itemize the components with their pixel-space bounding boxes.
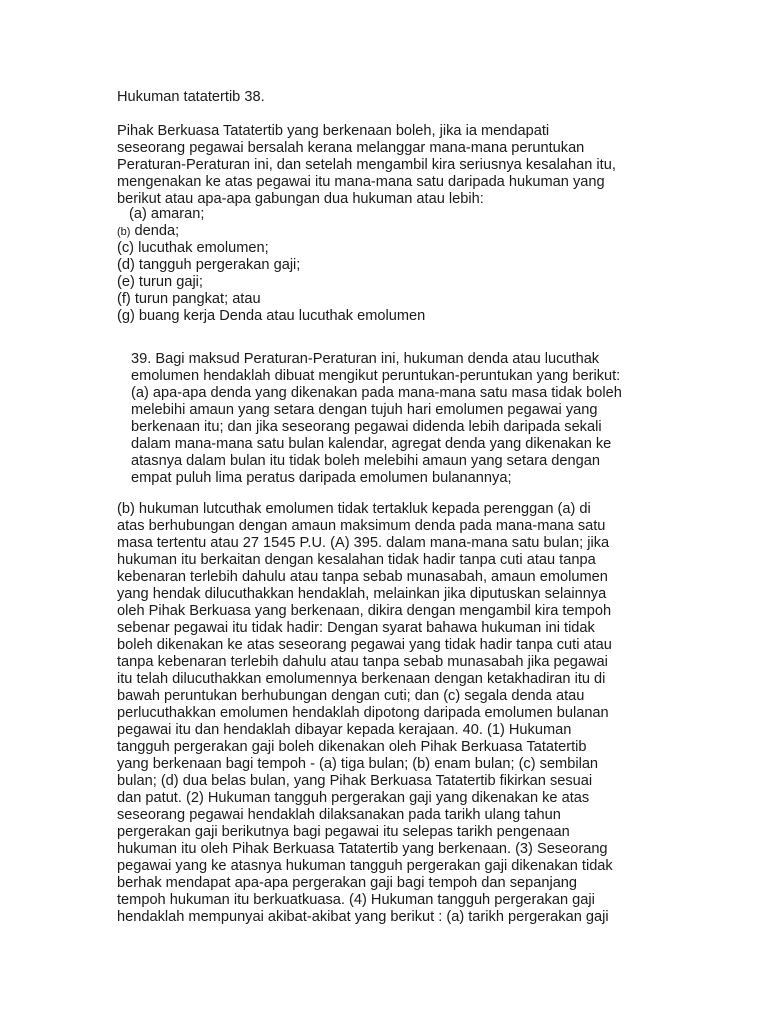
para3-line: masa tertentu atau 27 1545 P.U. (A) 395. dalam mana-mana satu bulan; jika — [117, 535, 610, 551]
para1-line: mengenakan ke atas pegawai itu mana-mana satu daripada hukuman yang — [117, 174, 605, 190]
para2-line: berkenaan itu; dan jika seseorang pegawai didenda lebih daripada sekali — [131, 419, 602, 435]
list-item: (a) amaran; — [129, 206, 205, 222]
para3-line: (b) hukuman lutcuthak emolumen tidak tertakluk kepada perenggan (a) di — [117, 501, 591, 517]
para2-line: emolumen hendaklah dibuat mengikut peruntukan-peruntukan yang berikut: — [131, 368, 621, 384]
para3-line: bulan; (d) dua belas bulan, yang Pihak Berkuasa Tatatertib fikirkan sesuai — [117, 773, 593, 789]
para3-line: yang berkenaan bagi tempoh - (a) tiga bulan; (b) enam bulan; (c) sembilan — [117, 756, 599, 772]
para1-line: Pihak Berkuasa Tatatertib yang berkenaan boleh, jika ia mendapati — [117, 123, 550, 139]
list-marker: (b) — [117, 226, 131, 238]
para3-line: pegawai yang ke atasnya hukuman tangguh pergerakan gaji dikenakan tidak — [117, 858, 613, 874]
para3-line: berhak mendapat apa-apa pergerakan gaji bagi tempoh dan sepanjang — [117, 875, 578, 891]
para2-line: atasnya dalam bulan itu tidak boleh melebihi amaun yang setara dengan — [131, 453, 600, 469]
para3-line: oleh Pihak Berkuasa yang berkenaan, dikira dengan mengambil kira tempoh — [117, 603, 612, 619]
document-title: Hukuman tatatertib 38. — [117, 89, 265, 105]
para3-line: hukuman itu berkaitan dengan kesalahan tidak hadir tanpa cuti atau tanpa — [117, 552, 596, 568]
para1-line: seseorang pegawai bersalah kerana melanggar mana-mana peruntukan — [117, 140, 585, 156]
list-item: (g) buang kerja Denda atau lucuthak emolumen — [117, 308, 426, 324]
para3-line: dan patut. (2) Hukuman tangguh pergerakan gaji yang dikenakan ke atas — [117, 790, 590, 806]
para3-line: seseorang pegawai hendaklah dilaksanakan pada tarikh ulang tahun — [117, 807, 561, 823]
para2-line: (a) apa-apa denda yang dikenakan pada mana-mana satu masa tidak boleh — [131, 385, 622, 401]
para3-line: hendaklah mempunyai akibat-akibat yang berikut : (a) tarikh pergerakan gaji — [117, 909, 609, 925]
para1-line: berikut atau apa-apa gabungan dua hukuman atau lebih: — [117, 191, 484, 207]
list-item: (e) turun gaji; — [117, 274, 203, 290]
para3-line: pegawai itu dan hendaklah dibayar kepada kerajaan. 40. (1) Hukuman — [117, 722, 572, 738]
para2-line: dalam mana-mana satu bulan kalendar, agregat denda yang dikenakan ke — [131, 436, 612, 452]
list-item-text: denda; — [130, 223, 180, 239]
para3-line: tempoh hukuman itu berkuatkuasa. (4) Hukuman tangguh pergerakan gaji — [117, 892, 595, 908]
para3-line: hukuman itu oleh Pihak Berkuasa Tatatertib yang berkenaan. (3) Seseorang — [117, 841, 608, 857]
para3-line: perlucuthakkan emolumen hendaklah dipotong daripada emolumen bulanan — [117, 705, 609, 721]
list-item: (c) lucuthak emolumen; — [117, 240, 269, 256]
para3-line: bawah peruntukan berhubungan dengan cuti; dan (c) segala denda atau — [117, 688, 585, 704]
para3-line: boleh dikenakan ke atas seseorang pegawai yang tidak hadir tanpa cuti atau — [117, 637, 612, 653]
para3-line: sebenar pegawai itu tidak hadir: Dengan syarat bahawa hukuman ini tidak — [117, 620, 595, 636]
para3-line: kebenaran terlebih dahulu atau tanpa sebab munasabah, amaun emolumen — [117, 569, 608, 585]
para3-line: tanpa kebenaran terlebih dahulu atau tanpa sebab munasabah jika pegawai — [117, 654, 608, 670]
para3-line: atas berhubungan dengan amaun maksimum denda pada mana-mana satu — [117, 518, 606, 534]
para3-line: tangguh pergerakan gaji boleh dikenakan oleh Pihak Berkuasa Tatatertib — [117, 739, 587, 755]
para3-line: pergerakan gaji berikutnya bagi pegawai itu selepas tarikh pengenaan — [117, 824, 570, 840]
para2-line: melebihi amaun yang setara dengan tujuh hari emolumen pegawai yang — [131, 402, 598, 418]
para1-line: Peraturan-Peraturan ini, dan setelah mengambil kira seriusnya kesalahan itu, — [117, 157, 616, 173]
para2-line: empat puluh lima peratus daripada emolumen bulanannya; — [131, 470, 512, 486]
para3-line: itu telah dilucuthakkan emolumennya berkenaan dengan ketakhadiran itu di — [117, 671, 606, 687]
para2-line: 39. Bagi maksud Peraturan-Peraturan ini, hukuman denda atau lucuthak — [131, 351, 600, 367]
list-item: (f) turun pangkat; atau — [117, 291, 261, 307]
list-item — [117, 223, 179, 241]
list-item: (d) tangguh pergerakan gaji; — [117, 257, 301, 273]
para3-line: yang hendak dilucuthakkan hendaklah, melainkan jika diputuskan selainnya — [117, 586, 607, 602]
